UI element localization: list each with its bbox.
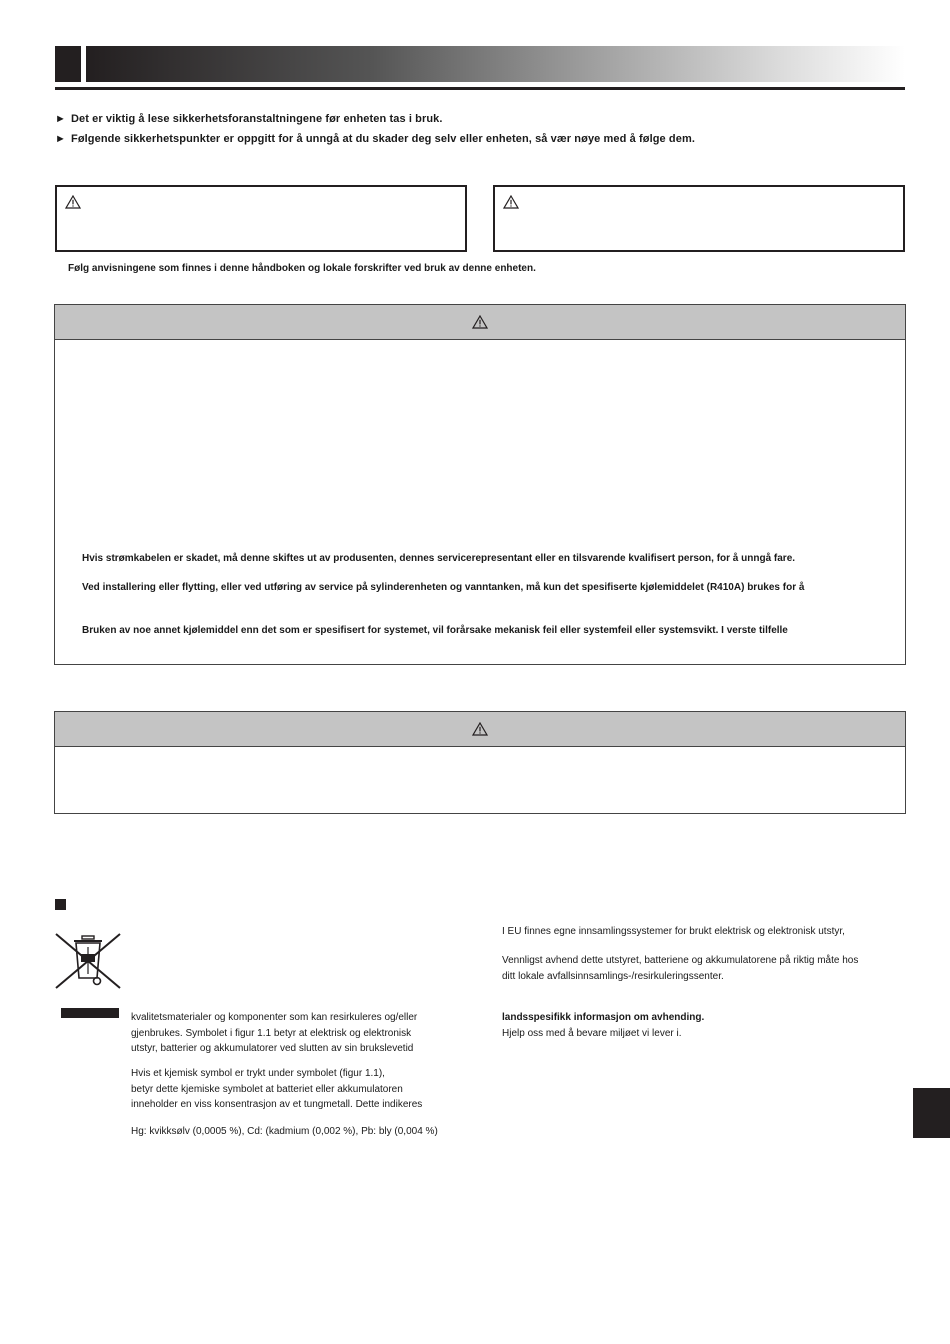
chapter-number-block (55, 46, 81, 82)
warning-triangle-icon (472, 722, 488, 736)
disposal-text-right: landsspesifikk informasjon om avhending. Hjelp oss med å bevare miljøet vi lever i. (502, 1012, 705, 1039)
disposal-text-right: I EU finnes egne innsamlingssystemer for brukt elektrisk og elektronisk utstyr, (502, 926, 845, 937)
crossed-out-bin-icon (52, 932, 124, 990)
caution-symbol-box (493, 185, 905, 252)
warning-line: Bruken av noe annet kjølemiddel enn det som er spesifisert for systemet, vil forårsake mekanisk feil eller systemfeil eller systemsvikt. I verste tilfelle (82, 625, 788, 636)
chemical-symbols-line: Hg: kvikksølv (0,0005 %), Cd: (kadmium (0,002 %), Pb: bly (0,004 %) (131, 1126, 438, 1137)
caution-panel (54, 711, 906, 814)
warning-panel-header (55, 305, 905, 340)
warning-line: Ved installering eller flytting, eller ved utføring av service på sylinderenheten og vanntanken, må kun det spesifiserte kjølemiddelet (R410A) brukes for å (82, 582, 805, 593)
intro-bullet: ► Det er viktig å lese sikkerhetsforanstaltningene før enheten tas i bruk. (55, 113, 443, 125)
warning-triangle-icon (472, 315, 488, 329)
disposal-text-right: Vennligst avhend dette utstyret, batteriene og akkumulatorene på riktig måte hos ditt lokale avfallsinnsamlings-/resirkuleringssenter. (502, 955, 859, 982)
disposal-text-left: kvalitetsmaterialer og komponenter som kan resirkuleres og/eller gjenbrukes. Symbolet i figur 1.1 betyr at elektrisk og elektronisk utstyr, batterier og akkumulatorer ved slutten av sin brukslevetid (131, 1012, 418, 1054)
header-rule (55, 87, 905, 90)
intro-bullet: ► Følgende sikkerhetspunkter er oppgitt for å unngå at du skader deg selv eller enheten, så vær nøye med å følge dem. (55, 133, 695, 145)
warning-triangle-icon (65, 195, 81, 209)
language-tab (913, 1088, 950, 1138)
warning-symbol-box (55, 185, 467, 252)
arrow-icon: ► (55, 113, 66, 125)
warning-triangle-icon (503, 195, 519, 209)
section-marker (55, 899, 66, 910)
disposal-text-left: Hvis et kjemisk symbol er trykt under symbolet (figur 1.1), betyr dette kjemiske symbolet at batteriet eller akkumulatoren inneholder en viss konsentrasjon av et tungmetall. Dette indikeres (131, 1068, 423, 1110)
warning-panel (54, 304, 906, 665)
caution-panel-header (55, 712, 905, 747)
follow-instructions-note: Følg anvisningene som finnes i denne håndboken og lokale forskrifter ved bruk av denne enheten. (68, 263, 536, 274)
warning-line: Hvis strømkabelen er skadet, må denne skiftes ut av produsenten, dennes servicerepresentant eller en tilsvarende kvalifisert person, for å unngå fare. (82, 553, 796, 564)
arrow-icon: ► (55, 133, 66, 145)
figure-label-bar (61, 1008, 119, 1018)
chapter-title-bar (86, 46, 905, 82)
